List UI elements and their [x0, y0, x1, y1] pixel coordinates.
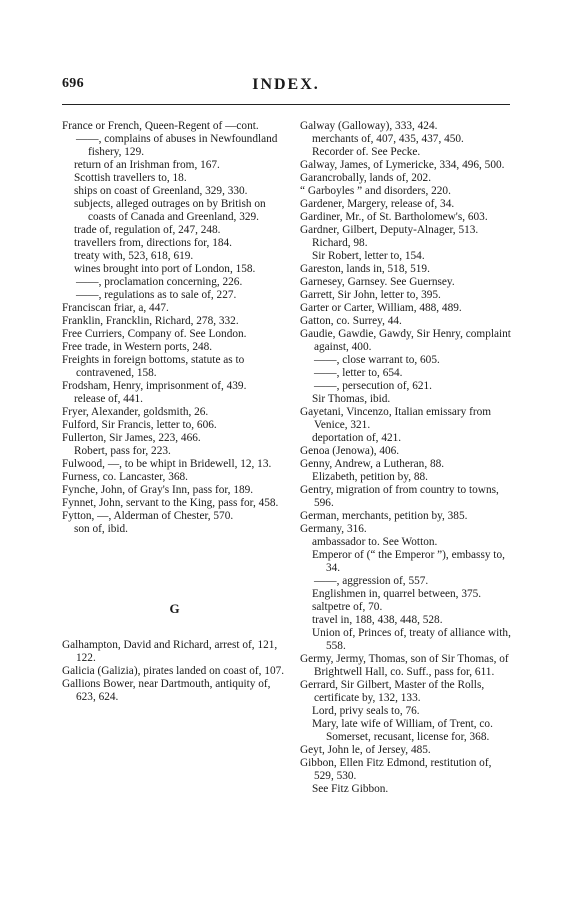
index-subentry: merchants of, 407, 435, 437, 450. — [312, 133, 464, 145]
page-header — [62, 76, 510, 96]
index-subentry: ambassador to. See Wotton. — [312, 536, 438, 548]
index-entry: Fulwood, —, to be whipt in Bridewell, 12, 13. — [62, 458, 272, 470]
index-entry: Fulford, Sir Francis, letter to, 606. — [62, 419, 217, 431]
index-subentry: travellers from, directions for, 184. — [74, 237, 232, 249]
index-entry: France or French, Queen-Regent of —cont. — [62, 120, 259, 132]
index-entry: Garancrobally, lands of, 202. — [300, 172, 432, 184]
index-subentry: deportation of, 421. — [312, 432, 402, 444]
index-entry: Garter or Carter, William, 488, 489. — [300, 302, 462, 314]
index-subentry: ships on coast of Greenland, 329, 330. — [74, 185, 248, 197]
index-subentry: trade of, regulation of, 247, 248. — [74, 224, 221, 236]
index-entry: Frodsham, Henry, imprisonment of, 439. — [62, 380, 247, 392]
index-subentry: Mary, late wife of William, of Trent, co. Somerset, recusant, license for, 368. — [312, 718, 493, 743]
index-entry: Galicia (Galizia), pirates landed on coast of, 107. — [62, 665, 285, 677]
index-entry: Fullerton, Sir James, 223, 466. — [62, 432, 201, 444]
index-entry: German, merchants, petition by, 385. — [300, 510, 468, 522]
index-entry: Franklin, Francklin, Richard, 278, 332. — [62, 315, 239, 327]
index-subentry: Scottish travellers to, 18. — [74, 172, 187, 184]
index-entry: Free Curriers, Company of. See London. — [62, 328, 247, 340]
index-subentry: Sir Thomas, ibid. — [312, 393, 391, 405]
index-subentry: return of an Irishman from, 167. — [74, 159, 220, 171]
index-entry: Germany, 316. — [300, 523, 367, 535]
index-entry: “ Garboyles ” and disorders, 220. — [300, 185, 451, 197]
index-entry: Garrett, Sir John, letter to, 395. — [300, 289, 441, 301]
index-subentry: ——, proclamation concerning, 226. — [76, 276, 243, 288]
index-subentry: treaty with, 523, 618, 619. — [74, 250, 194, 262]
index-entry: Galhampton, David and Richard, arrest of, 121, 122. — [62, 639, 278, 664]
index-entry: Galway (Galloway), 333, 424. — [300, 120, 438, 132]
index-entry: Genoa (Jenowa), 406. — [300, 445, 400, 457]
index-entry: Fynnet, John, servant to the King, pass for, 458. — [62, 497, 279, 509]
index-subentry: Elizabeth, petition by, 88. — [312, 471, 428, 483]
running-title: INDEX. — [252, 76, 320, 93]
index-entry: Gaudie, Gawdie, Gawdy, Sir Henry, complaint against, 400. — [300, 328, 511, 353]
index-entry: Galway, James, of Lymericke, 334, 496, 500. — [300, 159, 505, 171]
index-entry: Fytton, —, Alderman of Chester, 570. — [62, 510, 234, 522]
index-entry: Freights in foreign bottoms, statute as to contravened, 158. — [62, 354, 245, 379]
right-column — [300, 120, 513, 796]
index-entry: Gallions Bower, near Dartmouth, antiquity of, 623, 624. — [62, 678, 271, 703]
index-entry: Furness, co. Lancaster, 368. — [62, 471, 188, 483]
index-subentry: ——, complains of abuses in Newfoundland fishery, 129. — [76, 133, 278, 158]
index-subentry: See Fitz Gibbon. — [312, 783, 389, 795]
index-entry: Genny, Andrew, a Lutheran, 88. — [300, 458, 445, 470]
index-entry: Fynche, John, of Gray's Inn, pass for, 189. — [62, 484, 254, 496]
index-subentry: ——, close warrant to, 605. — [314, 354, 440, 366]
index-entry: Gardner, Gilbert, Deputy-Alnager, 513. — [300, 224, 479, 236]
left-g-entries — [62, 639, 287, 704]
index-entry: Gardiner, Mr., of St. Bartholomew's, 603. — [300, 211, 488, 223]
right-entries — [300, 120, 513, 796]
index-subentry: release of, 441. — [74, 393, 144, 405]
index-subentry: Robert, pass for, 223. — [74, 445, 171, 457]
index-entry: Gareston, lands in, 518, 519. — [300, 263, 430, 275]
index-subentry: Englishmen in, quarrel between, 375. — [312, 588, 482, 600]
index-subentry: son of, ibid. — [74, 523, 128, 535]
section-letter: G — [169, 601, 180, 616]
index-subentry: ——, letter to, 654. — [314, 367, 403, 379]
index-entry: Gatton, co. Surrey, 44. — [300, 315, 402, 327]
index-subentry: Sir Robert, letter to, 154. — [312, 250, 425, 262]
index-entry: Fryer, Alexander, goldsmith, 26. — [62, 406, 209, 418]
index-entry: Gayetani, Vincenzo, Italian emissary from Venice, 321. — [300, 406, 492, 431]
index-subentry: wines brought into port of London, 158. — [74, 263, 256, 275]
index-subentry: Richard, 98. — [312, 237, 368, 249]
index-entry: Franciscan friar, a, 447. — [62, 302, 169, 314]
index-entry: Germy, Jermy, Thomas, son of Sir Thomas, of Brightwell Hall, co. Suff., pass for, 611. — [300, 653, 509, 678]
left-column — [62, 120, 287, 704]
header-rule — [62, 104, 510, 105]
index-entry: Gerrard, Sir Gilbert, Master of the Rolls, certificate by, 132, 133. — [300, 679, 485, 704]
index-subentry: saltpetre of, 70. — [312, 601, 383, 613]
index-subentry: Lord, privy seals to, 76. — [312, 705, 420, 717]
index-entry: Gentry, migration of from country to towns, 596. — [300, 484, 499, 509]
index-subentry: Emperor of (“ the Emperor ”), embassy to, 34. — [312, 549, 505, 574]
index-entry: Garnesey, Garnsey. See Guernsey. — [300, 276, 455, 288]
index-subentry: ——, persecution of, 621. — [314, 380, 432, 392]
index-subentry: subjects, alleged outrages on by British on coasts of Canada and Greenland, 329. — [74, 198, 266, 223]
index-subentry: Recorder of. See Pecke. — [312, 146, 421, 158]
index-entry: Gibbon, Ellen Fitz Edmond, restitution of, 529, 530. — [300, 757, 492, 782]
index-subentry: travel in, 188, 438, 448, 528. — [312, 614, 443, 626]
left-entries — [62, 120, 287, 536]
index-subentry: Union of, Princes of, treaty of alliance with, 558. — [312, 627, 511, 652]
index-subentry: ——, aggression of, 557. — [314, 575, 429, 587]
index-entry: Free trade, in Western ports, 248. — [62, 341, 213, 353]
page-number: 696 — [62, 76, 84, 91]
index-subentry: ——, regulations as to sale of, 227. — [76, 289, 237, 301]
index-entry: Geyt, John le, of Jersey, 485. — [300, 744, 431, 756]
index-entry: Gardener, Margery, release of, 34. — [300, 198, 455, 210]
